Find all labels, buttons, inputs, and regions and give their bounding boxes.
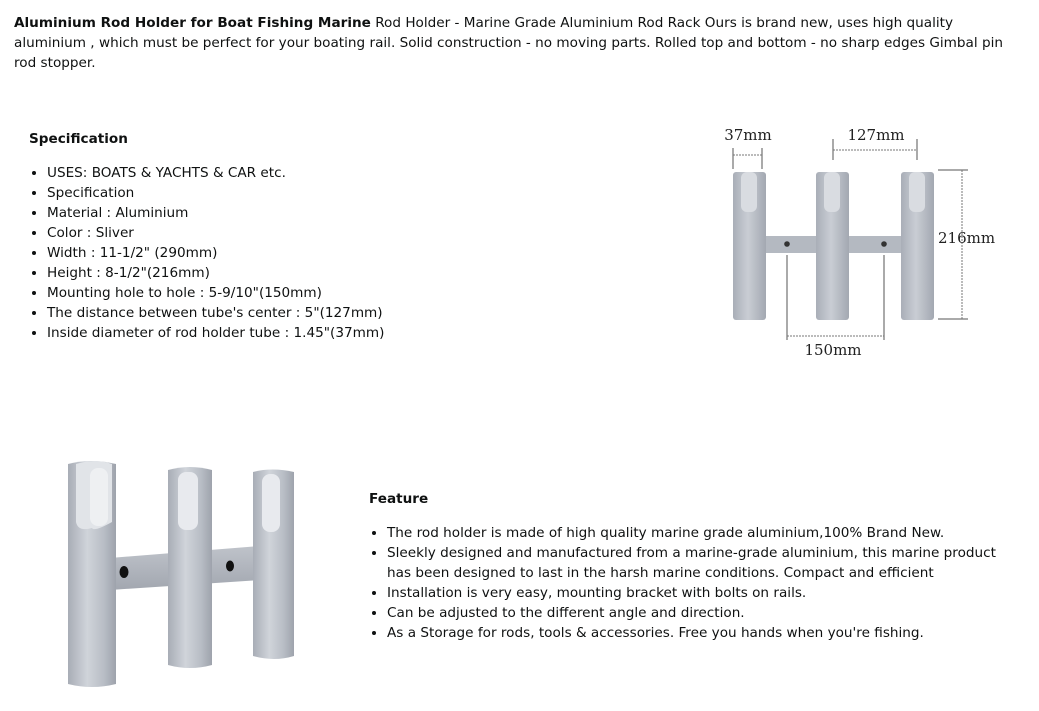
list-item: • Sleekly designed and manufactured from a marine-grade aluminium, this marine product has been designed to last in the harsh marine conditions. Compact and efficient (387, 543, 1012, 583)
feature-heading: Feature (369, 491, 429, 507)
hole-spacing-label: 150mm (804, 341, 862, 359)
rod-tube (901, 172, 934, 320)
list-item: • USES: BOATS & YACHTS & CAR etc. (47, 163, 567, 183)
list-item: • The distance between tube's center : 5"(127mm) (47, 303, 567, 323)
list-item: • Specification (47, 183, 567, 203)
mounting-hole (120, 566, 129, 578)
specification-list (29, 163, 567, 343)
mounting-hole (881, 241, 887, 247)
height-label: 216mm (938, 229, 996, 247)
rod-tube (816, 172, 849, 320)
product-title: Aluminium Rod Holder for Boat Fishing Marine (14, 15, 371, 31)
product-photo (50, 450, 310, 695)
feature-list (369, 523, 1012, 643)
list-item: • Color : Sliver (47, 223, 567, 243)
list-item: • As a Storage for rods, tools & accessories. Free you hands when you're fishing. (387, 623, 1012, 643)
product-intro-text: Rod Holder - Marine Grade Aluminium Rod Rack Ours is brand new, uses high quality aluminium , which must be perfect for your boating rail. Solid construction - no moving parts. Rolled top and bottom - no sharp edges Gimbal pin rod stopper. (14, 15, 1003, 71)
mounting-hole (784, 241, 790, 247)
mounting-hole (226, 561, 234, 572)
list-item: • The rod holder is made of high quality marine grade aluminium,100% Brand New. (387, 523, 1012, 543)
dimension-diagram (700, 115, 1010, 370)
tube-spacing-label: 127mm (847, 126, 905, 144)
list-item: • Installation is very easy, mounting bracket with bolts on rails. (387, 583, 1012, 603)
specification-heading: Specification (29, 131, 128, 147)
rod-tube (253, 470, 294, 660)
rod-tube (733, 172, 766, 320)
list-item: • Height : 8-1/2"(216mm) (47, 263, 567, 283)
list-item: • Width : 11-1/2" (290mm) (47, 243, 567, 263)
list-item: • Material : Aluminium (47, 203, 567, 223)
rod-tube (168, 467, 212, 668)
rod-tube (68, 461, 116, 687)
list-item: • Inside diameter of rod holder tube : 1.45"(37mm) (47, 323, 567, 343)
list-item: • Can be adjusted to the different angle and direction. (387, 603, 1012, 623)
product-description (14, 13, 1029, 73)
list-item: • Mounting hole to hole : 5-9/10"(150mm) (47, 283, 567, 303)
tube-diameter-label: 37mm (724, 126, 772, 144)
